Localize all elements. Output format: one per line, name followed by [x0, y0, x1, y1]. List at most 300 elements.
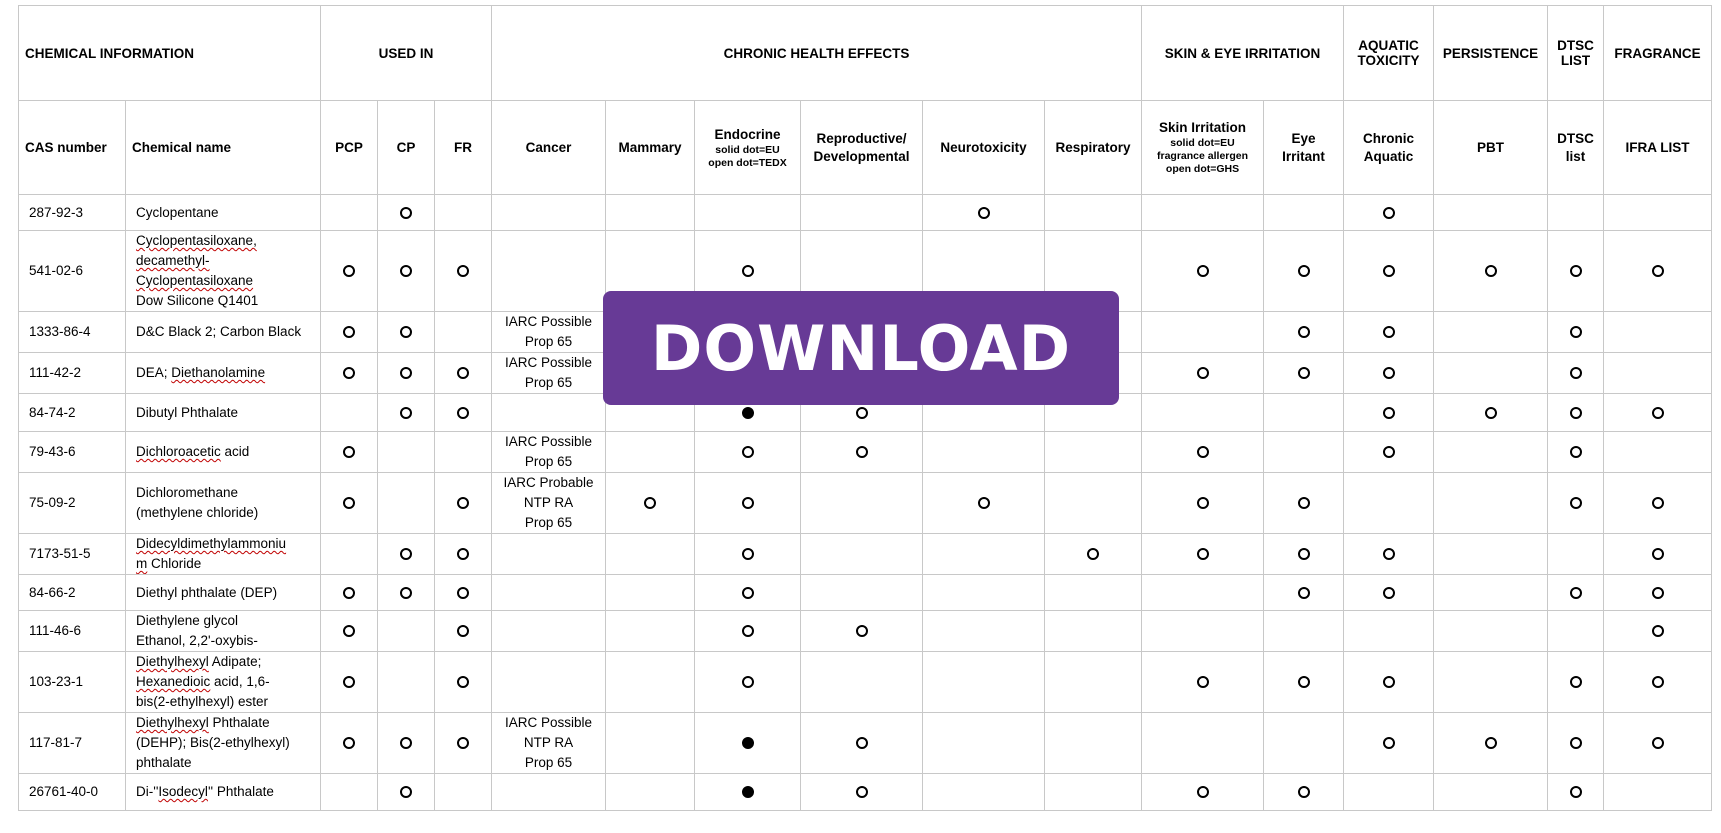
- open-dot-icon: [1570, 786, 1582, 798]
- empty-cell: [1045, 195, 1142, 231]
- open-dot-icon: [1298, 497, 1310, 509]
- column-header-label: Chronic Aquatic: [1363, 130, 1415, 164]
- group-header-row: [19, 6, 1712, 101]
- column-header-label: Chemical name: [132, 139, 232, 155]
- indicator-cell: [1548, 774, 1604, 811]
- column-header-label: DTSC list: [1557, 130, 1594, 164]
- empty-cell: [492, 774, 606, 811]
- cas-number-cell: 111-46-6: [19, 611, 126, 652]
- open-dot-icon: [1652, 407, 1664, 419]
- indicator-cell: [1142, 652, 1264, 713]
- open-dot-icon: [1652, 548, 1664, 560]
- column-header-row: [19, 101, 1712, 195]
- open-dot-icon: [1197, 265, 1209, 277]
- indicator-cell: [378, 312, 435, 353]
- empty-cell: [801, 652, 923, 713]
- indicator-cell: [1604, 575, 1712, 611]
- empty-cell: [1344, 774, 1434, 811]
- group-header: CHRONIC HEALTH EFFECTS: [492, 6, 1142, 101]
- indicator-cell: [1344, 652, 1434, 713]
- indicator-cell: [1548, 713, 1604, 774]
- indicator-cell: [801, 774, 923, 811]
- empty-cell: [1142, 713, 1264, 774]
- name-text: Ethanol, 2,2'-oxybis-: [136, 633, 258, 648]
- open-dot-icon: [1570, 407, 1582, 419]
- indicator-cell: [1604, 534, 1712, 575]
- indicator-cell: [321, 473, 378, 534]
- indicator-cell: [1548, 394, 1604, 432]
- table-row: [19, 611, 1712, 652]
- open-dot-icon: [856, 786, 868, 798]
- open-dot-icon: [343, 446, 355, 458]
- column-header: [1604, 101, 1712, 195]
- indicator-cell: [1264, 312, 1344, 353]
- indicator-cell: [1344, 575, 1434, 611]
- empty-cell: [606, 534, 695, 575]
- empty-cell: [606, 652, 695, 713]
- cas-number-cell: 75-09-2: [19, 473, 126, 534]
- empty-cell: [1344, 473, 1434, 534]
- indicator-cell: [1434, 231, 1548, 312]
- column-header-label: Cancer: [525, 139, 572, 155]
- open-dot-icon: [742, 548, 754, 560]
- empty-cell: [1604, 432, 1712, 473]
- open-dot-icon: [1197, 367, 1209, 379]
- spellcheck-word: Diethanolamine: [171, 365, 266, 380]
- indicator-cell: [1264, 652, 1344, 713]
- indicator-cell: [695, 575, 801, 611]
- column-header: [435, 101, 492, 195]
- group-header: PERSISTENCE: [1434, 6, 1548, 101]
- open-dot-icon: [1197, 446, 1209, 458]
- indicator-cell: [1604, 713, 1712, 774]
- open-dot-icon: [1652, 737, 1664, 749]
- chemical-name-cell: [126, 575, 321, 611]
- open-dot-icon: [1485, 407, 1497, 419]
- open-dot-icon: [742, 587, 754, 599]
- column-header-note: open dot=TEDX: [708, 156, 787, 169]
- empty-cell: [923, 713, 1045, 774]
- chemical-name-cell: [126, 394, 321, 432]
- column-header: [1548, 101, 1604, 195]
- open-dot-icon: [856, 737, 868, 749]
- open-dot-icon: [457, 676, 469, 688]
- open-dot-icon: [1197, 676, 1209, 688]
- column-header-label: PCP: [335, 139, 363, 155]
- empty-cell: [1264, 394, 1344, 432]
- open-dot-icon: [1383, 367, 1395, 379]
- column-header-label: Skin Irritation: [1159, 120, 1247, 135]
- empty-cell: [1045, 652, 1142, 713]
- download-button[interactable]: [603, 291, 1119, 405]
- table-row: [19, 432, 1712, 473]
- empty-cell: [1434, 195, 1548, 231]
- indicator-cell: [1548, 575, 1604, 611]
- spellcheck-word: Cyclopentasiloxane,: [136, 233, 257, 248]
- empty-cell: [1548, 611, 1604, 652]
- open-dot-icon: [457, 497, 469, 509]
- open-dot-icon: [644, 497, 656, 509]
- indicator-cell: [801, 713, 923, 774]
- name-text: DEA;: [136, 365, 172, 380]
- indicator-cell: [923, 195, 1045, 231]
- open-dot-icon: [978, 497, 990, 509]
- open-dot-icon: [457, 367, 469, 379]
- name-text: Chloride: [147, 556, 202, 571]
- indicator-cell: [1548, 652, 1604, 713]
- table-row: [19, 195, 1712, 231]
- chemical-name-cell: [126, 774, 321, 811]
- open-dot-icon: [1298, 786, 1310, 798]
- empty-cell: [1604, 353, 1712, 394]
- group-header: DTSC LIST: [1548, 6, 1604, 101]
- column-header-label: Eye Irritant: [1282, 130, 1325, 164]
- indicator-cell: [606, 473, 695, 534]
- column-header: [801, 101, 923, 195]
- empty-cell: [801, 575, 923, 611]
- indicator-cell: [1142, 432, 1264, 473]
- empty-cell: [1264, 713, 1344, 774]
- open-dot-icon: [1570, 497, 1582, 509]
- open-dot-icon: [1383, 207, 1395, 219]
- open-dot-icon: [343, 265, 355, 277]
- open-dot-icon: [856, 625, 868, 637]
- group-header: FRAGRANCE: [1604, 6, 1712, 101]
- empty-cell: [1045, 611, 1142, 652]
- indicator-cell: [923, 473, 1045, 534]
- chemical-name-cell: [126, 652, 321, 713]
- empty-cell: [1142, 611, 1264, 652]
- open-dot-icon: [343, 625, 355, 637]
- cas-number-cell: 111-42-2: [19, 353, 126, 394]
- column-header-label: CAS number: [25, 139, 107, 155]
- table-body: [19, 195, 1712, 811]
- empty-cell: [801, 195, 923, 231]
- name-text: Diethylene glycol: [136, 613, 239, 628]
- column-header: [19, 101, 126, 195]
- open-dot-icon: [1652, 265, 1664, 277]
- open-dot-icon: [343, 676, 355, 688]
- name-text: Adipate;: [208, 654, 262, 669]
- empty-cell: [923, 534, 1045, 575]
- open-dot-icon: [1383, 326, 1395, 338]
- empty-cell: [606, 195, 695, 231]
- open-dot-icon: [1383, 676, 1395, 688]
- open-dot-icon: [457, 625, 469, 637]
- empty-cell: [801, 534, 923, 575]
- indicator-cell: [378, 231, 435, 312]
- open-dot-icon: [400, 786, 412, 798]
- column-header-label: FR: [454, 139, 473, 155]
- chemical-name-cell: [126, 353, 321, 394]
- empty-cell: [1142, 575, 1264, 611]
- name-text: phthalate: [136, 755, 192, 770]
- table-row: [19, 473, 1712, 534]
- cancer-classification-cell: IARC Probable NTP RA Prop 65: [492, 473, 606, 534]
- indicator-cell: [1264, 473, 1344, 534]
- open-dot-icon: [457, 737, 469, 749]
- indicator-cell: [378, 713, 435, 774]
- spellcheck-word: Didecyldimethylammoniu: [136, 536, 287, 551]
- empty-cell: [1434, 534, 1548, 575]
- open-dot-icon: [1570, 367, 1582, 379]
- indicator-cell: [1142, 231, 1264, 312]
- empty-cell: [1045, 713, 1142, 774]
- open-dot-icon: [343, 737, 355, 749]
- column-header-label: Neurotoxicity: [940, 139, 1027, 155]
- open-dot-icon: [1383, 407, 1395, 419]
- open-dot-icon: [1197, 497, 1209, 509]
- indicator-cell: [435, 394, 492, 432]
- indicator-cell: [1142, 353, 1264, 394]
- open-dot-icon: [1570, 326, 1582, 338]
- chemical-data-table: [18, 5, 1712, 811]
- column-header: [923, 101, 1045, 195]
- chemical-name-cell: [126, 534, 321, 575]
- open-dot-icon: [343, 497, 355, 509]
- empty-cell: [1142, 394, 1264, 432]
- open-dot-icon: [1652, 625, 1664, 637]
- open-dot-icon: [742, 265, 754, 277]
- empty-cell: [1434, 611, 1548, 652]
- indicator-cell: [435, 713, 492, 774]
- open-dot-icon: [1298, 548, 1310, 560]
- name-text: Dichloromethane: [136, 485, 239, 500]
- group-header: AQUATIC TOXICITY: [1344, 6, 1434, 101]
- name-text: D&C Black 2; Carbon Black: [136, 324, 302, 339]
- empty-cell: [1604, 312, 1712, 353]
- open-dot-icon: [1383, 548, 1395, 560]
- indicator-cell: [321, 611, 378, 652]
- chemical-name-cell: [126, 231, 321, 312]
- empty-cell: [1434, 432, 1548, 473]
- indicator-cell: [1264, 231, 1344, 312]
- indicator-cell: [1548, 312, 1604, 353]
- name-text: acid: [220, 444, 250, 459]
- spellcheck-word: m: [136, 556, 148, 571]
- empty-cell: [923, 652, 1045, 713]
- open-dot-icon: [1652, 676, 1664, 688]
- indicator-cell: [1344, 353, 1434, 394]
- group-header: USED IN: [321, 6, 492, 101]
- column-header: [321, 101, 378, 195]
- cas-number-cell: 84-66-2: [19, 575, 126, 611]
- open-dot-icon: [856, 407, 868, 419]
- open-dot-icon: [742, 676, 754, 688]
- indicator-cell: [1604, 611, 1712, 652]
- open-dot-icon: [1383, 587, 1395, 599]
- indicator-cell: [1604, 473, 1712, 534]
- indicator-cell: [378, 353, 435, 394]
- cancer-classification-cell: IARC Possible Prop 65: [492, 353, 606, 394]
- open-dot-icon: [400, 207, 412, 219]
- open-dot-icon: [1570, 737, 1582, 749]
- open-dot-icon: [742, 446, 754, 458]
- open-dot-icon: [400, 326, 412, 338]
- indicator-cell: [1344, 231, 1434, 312]
- indicator-cell: [1264, 534, 1344, 575]
- indicator-cell: [378, 394, 435, 432]
- indicator-cell: [1548, 231, 1604, 312]
- open-dot-icon: [1087, 548, 1099, 560]
- open-dot-icon: [343, 367, 355, 379]
- open-dot-icon: [457, 548, 469, 560]
- column-header: [1264, 101, 1344, 195]
- empty-cell: [1045, 575, 1142, 611]
- indicator-cell: [695, 432, 801, 473]
- empty-cell: [1142, 312, 1264, 353]
- column-header-note: fragrance allergen: [1157, 150, 1249, 162]
- open-dot-icon: [978, 207, 990, 219]
- empty-cell: [1045, 774, 1142, 811]
- solid-dot-icon: [742, 786, 754, 798]
- empty-cell: [492, 195, 606, 231]
- column-header: [1045, 101, 1142, 195]
- spellcheck-word: Diethylhexyl: [136, 654, 209, 669]
- empty-cell: [321, 195, 378, 231]
- spellcheck-word: Diethylhexyl: [136, 715, 209, 730]
- indicator-cell: [1344, 534, 1434, 575]
- open-dot-icon: [457, 265, 469, 277]
- open-dot-icon: [1298, 676, 1310, 688]
- indicator-cell: [435, 231, 492, 312]
- table-row: [19, 774, 1712, 811]
- indicator-cell: [435, 353, 492, 394]
- empty-cell: [1434, 652, 1548, 713]
- column-header: [378, 101, 435, 195]
- column-header-label: Endocrine: [714, 126, 781, 142]
- empty-cell: [1604, 195, 1712, 231]
- spellcheck-word: Dichloroacetic: [136, 444, 221, 459]
- empty-cell: [1548, 534, 1604, 575]
- indicator-cell: [1548, 353, 1604, 394]
- open-dot-icon: [457, 587, 469, 599]
- open-dot-icon: [1383, 265, 1395, 277]
- indicator-cell: [1344, 195, 1434, 231]
- indicator-cell: [321, 575, 378, 611]
- empty-cell: [1434, 575, 1548, 611]
- indicator-cell: [1434, 713, 1548, 774]
- open-dot-icon: [400, 367, 412, 379]
- table-row: [19, 575, 1712, 611]
- indicator-cell: [378, 774, 435, 811]
- indicator-cell: [321, 652, 378, 713]
- open-dot-icon: [1485, 265, 1497, 277]
- cas-number-cell: 79-43-6: [19, 432, 126, 473]
- empty-cell: [923, 611, 1045, 652]
- indicator-cell: [1344, 312, 1434, 353]
- empty-cell: [321, 534, 378, 575]
- cas-number-cell: 84-74-2: [19, 394, 126, 432]
- column-header-note: solid dot=EU: [715, 143, 780, 156]
- column-header: [1142, 101, 1264, 195]
- cas-number-cell: 1333-86-4: [19, 312, 126, 353]
- name-text: Dow Silicone Q1401: [136, 293, 259, 308]
- indicator-cell: [1142, 473, 1264, 534]
- column-header: [492, 101, 606, 195]
- open-dot-icon: [1652, 587, 1664, 599]
- empty-cell: [1264, 611, 1344, 652]
- cas-number-cell: 103-23-1: [19, 652, 126, 713]
- empty-cell: [492, 231, 606, 312]
- indicator-cell: [1548, 473, 1604, 534]
- open-dot-icon: [1652, 497, 1664, 509]
- spellcheck-word: decamethyl-: [136, 253, 210, 268]
- group-header: SKIN & EYE IRRITATION: [1142, 6, 1344, 101]
- indicator-cell: [321, 353, 378, 394]
- spellcheck-word: Isodecyl: [158, 784, 208, 799]
- empty-cell: [1434, 774, 1548, 811]
- indicator-cell: [435, 473, 492, 534]
- empty-cell: [606, 575, 695, 611]
- empty-cell: [606, 713, 695, 774]
- indicator-cell: [801, 432, 923, 473]
- indicator-cell: [801, 611, 923, 652]
- empty-cell: [378, 652, 435, 713]
- indicator-cell: [695, 473, 801, 534]
- indicator-cell: [1344, 394, 1434, 432]
- chemical-name-cell: [126, 432, 321, 473]
- open-dot-icon: [1197, 548, 1209, 560]
- empty-cell: [1045, 432, 1142, 473]
- table-row: [19, 534, 1712, 575]
- indicator-cell: [695, 652, 801, 713]
- empty-cell: [1434, 473, 1548, 534]
- empty-cell: [1264, 195, 1344, 231]
- open-dot-icon: [343, 587, 355, 599]
- name-text: acid, 1,6-: [210, 674, 270, 689]
- name-text: bis(2-ethylhexyl) ester: [136, 694, 269, 709]
- open-dot-icon: [1383, 446, 1395, 458]
- spellcheck-word: Cyclopentasiloxane: [136, 273, 254, 288]
- table-row: [19, 652, 1712, 713]
- empty-cell: [492, 534, 606, 575]
- empty-cell: [695, 195, 801, 231]
- name-text: Phthalate: [208, 715, 270, 730]
- open-dot-icon: [400, 587, 412, 599]
- open-dot-icon: [856, 446, 868, 458]
- name-text: Dibutyl Phthalate: [136, 404, 239, 420]
- open-dot-icon: [400, 265, 412, 277]
- indicator-cell: [1344, 432, 1434, 473]
- open-dot-icon: [457, 407, 469, 419]
- solid-dot-icon: [742, 737, 754, 749]
- empty-cell: [435, 774, 492, 811]
- empty-cell: [1434, 312, 1548, 353]
- indicator-cell: [1264, 575, 1344, 611]
- empty-cell: [378, 611, 435, 652]
- open-dot-icon: [400, 737, 412, 749]
- open-dot-icon: [400, 407, 412, 419]
- indicator-cell: [435, 575, 492, 611]
- empty-cell: [492, 575, 606, 611]
- open-dot-icon: [400, 548, 412, 560]
- column-header: [126, 101, 321, 195]
- indicator-cell: [435, 611, 492, 652]
- empty-cell: [492, 652, 606, 713]
- cas-number-cell: 7173-51-5: [19, 534, 126, 575]
- column-header: [1434, 101, 1548, 195]
- empty-cell: [923, 432, 1045, 473]
- open-dot-icon: [1570, 446, 1582, 458]
- open-dot-icon: [1298, 265, 1310, 277]
- name-text: '' Phthalate: [207, 784, 274, 799]
- indicator-cell: [321, 231, 378, 312]
- cancer-classification-cell: IARC Possible Prop 65: [492, 312, 606, 353]
- download-label: DOWNLOAD: [650, 311, 1072, 385]
- empty-cell: [1045, 473, 1142, 534]
- open-dot-icon: [343, 326, 355, 338]
